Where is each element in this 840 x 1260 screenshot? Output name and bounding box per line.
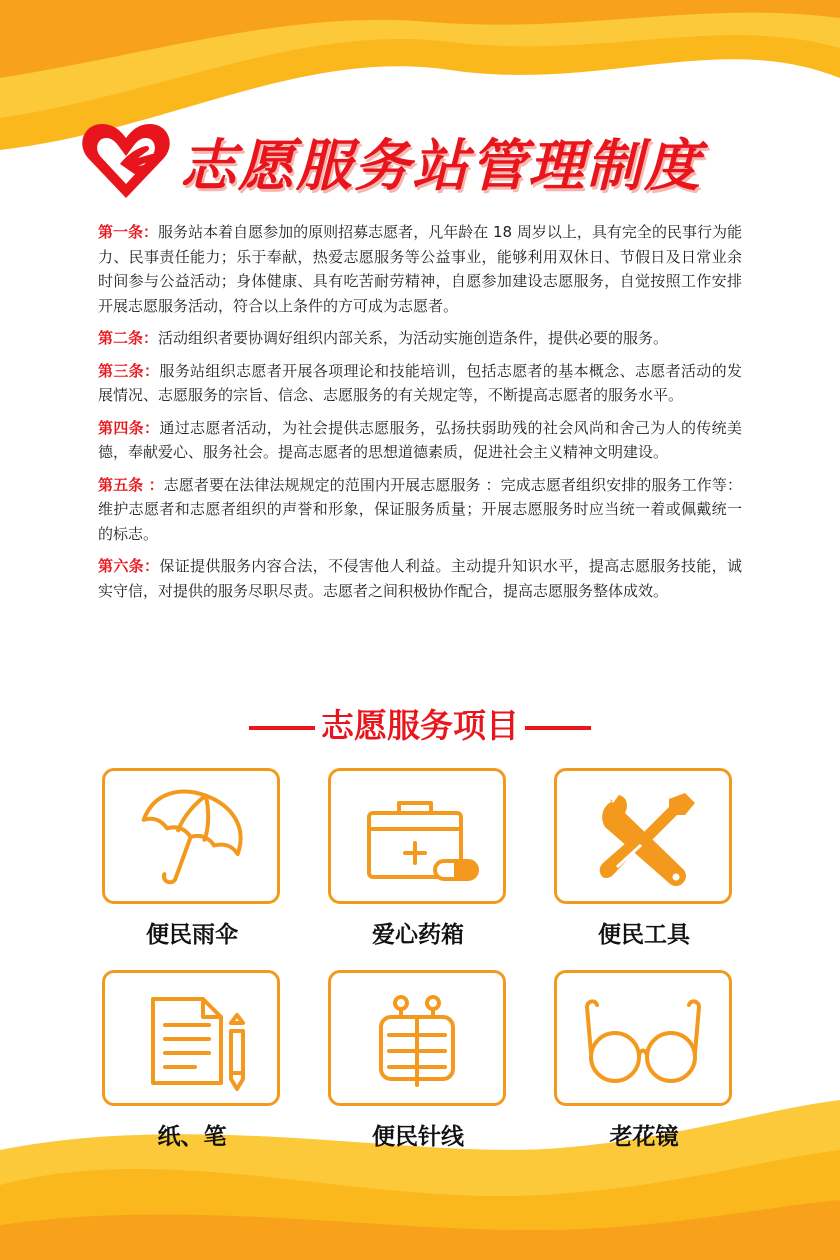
services-title: 志愿服务项目: [321, 706, 519, 745]
article-label: 第一条：: [98, 223, 159, 241]
article-6: [98, 554, 742, 603]
heading-right-line: [525, 726, 591, 730]
services-heading: [0, 700, 840, 747]
article-label: 第四条：: [98, 418, 160, 437]
article-text: 活动组织者要协调好组织内部关系，为活动实施创造条件，提供必要的服务。: [158, 329, 669, 347]
service-card-medicine: [328, 768, 506, 904]
glasses-icon: [557, 973, 729, 1103]
article-label: 第二条：: [98, 329, 159, 347]
article-4: [98, 416, 742, 465]
service-card-umbrella: [102, 768, 280, 904]
service-label: 纸、笔: [157, 1124, 227, 1150]
service-card-paper-pen: [102, 970, 280, 1106]
header: [80, 118, 760, 198]
article-label: 第五条 ：: [98, 475, 164, 494]
article-1: [98, 220, 742, 318]
service-card-needle-thread: [328, 970, 506, 1106]
article-label: 第三条：: [98, 361, 160, 380]
article-text: 通过志愿者活动，为社会提供志愿服务，弘扬扶弱助残的社会风尚和舍己为人的传统美德，奉献爱心、服务社会。提高志愿者的思想道德素质，促进社会主义精神文明建设。: [98, 418, 742, 461]
paper-pen-icon: [105, 973, 277, 1103]
article-label: 第六条：: [98, 557, 160, 575]
service-label: 便民针线: [372, 1124, 464, 1150]
umbrella-icon: [105, 771, 277, 901]
service-label: 便民雨伞: [146, 922, 238, 948]
articles-list: [98, 220, 742, 611]
service-label: 便民工具: [598, 922, 690, 948]
article-2: [98, 326, 742, 351]
service-card-glasses: [554, 970, 732, 1106]
service-label: 老花镜: [609, 1124, 679, 1150]
article-5: [98, 473, 742, 547]
article-text: 服务站组织志愿者开展各项理论和技能培训，包括志愿者的基本概念、志愿者活动的发展情况、志愿服务的宗旨、信念、志愿服务的有关规定等，不断提高志愿者的服务水平。: [98, 361, 742, 404]
tools-icon: [557, 771, 729, 901]
article-text: 保证提供服务内容合法，不侵害他人利益。主动提升知识水平，提高志愿服务技能，诚实守信，对提供的服务尽职尽责。志愿者之间积极协作配合，提高志愿服务整体成效。: [98, 557, 742, 600]
medicine-box-icon: [331, 771, 503, 901]
service-label: 爱心药箱: [372, 922, 464, 948]
needle-thread-icon: [331, 973, 503, 1103]
heart-hand-logo-icon: [80, 118, 172, 200]
article-text: 服务站本着自愿参加的原则招募志愿者，凡年龄在 18 周岁以上，具有完全的民事行为能力、民事责任能力；乐于奉献，热爱志愿服务等公益事业，能够利用双休日、节假日及日常业余时间参与公益活动；身体健康、具有吃苦耐劳精神，自愿参加建设志愿服务，自觉按照工作安排开展志愿服务活动，符合以上条件的方可成为志愿者。: [98, 223, 742, 315]
article-text: 志愿者要在法律法规规定的范围内开展志愿服务 ：完成志愿者组织安排的服务工作等：维护志愿者和志愿者组织的声誉和形象，保证服务质量；开展志愿服务时应当统一着或佩戴统一的标志。: [98, 475, 742, 543]
service-card-tools: [554, 768, 732, 904]
heading-left-line: [249, 726, 315, 730]
article-3: [98, 359, 742, 408]
page-title: 志愿服务站管理制度: [180, 134, 702, 199]
